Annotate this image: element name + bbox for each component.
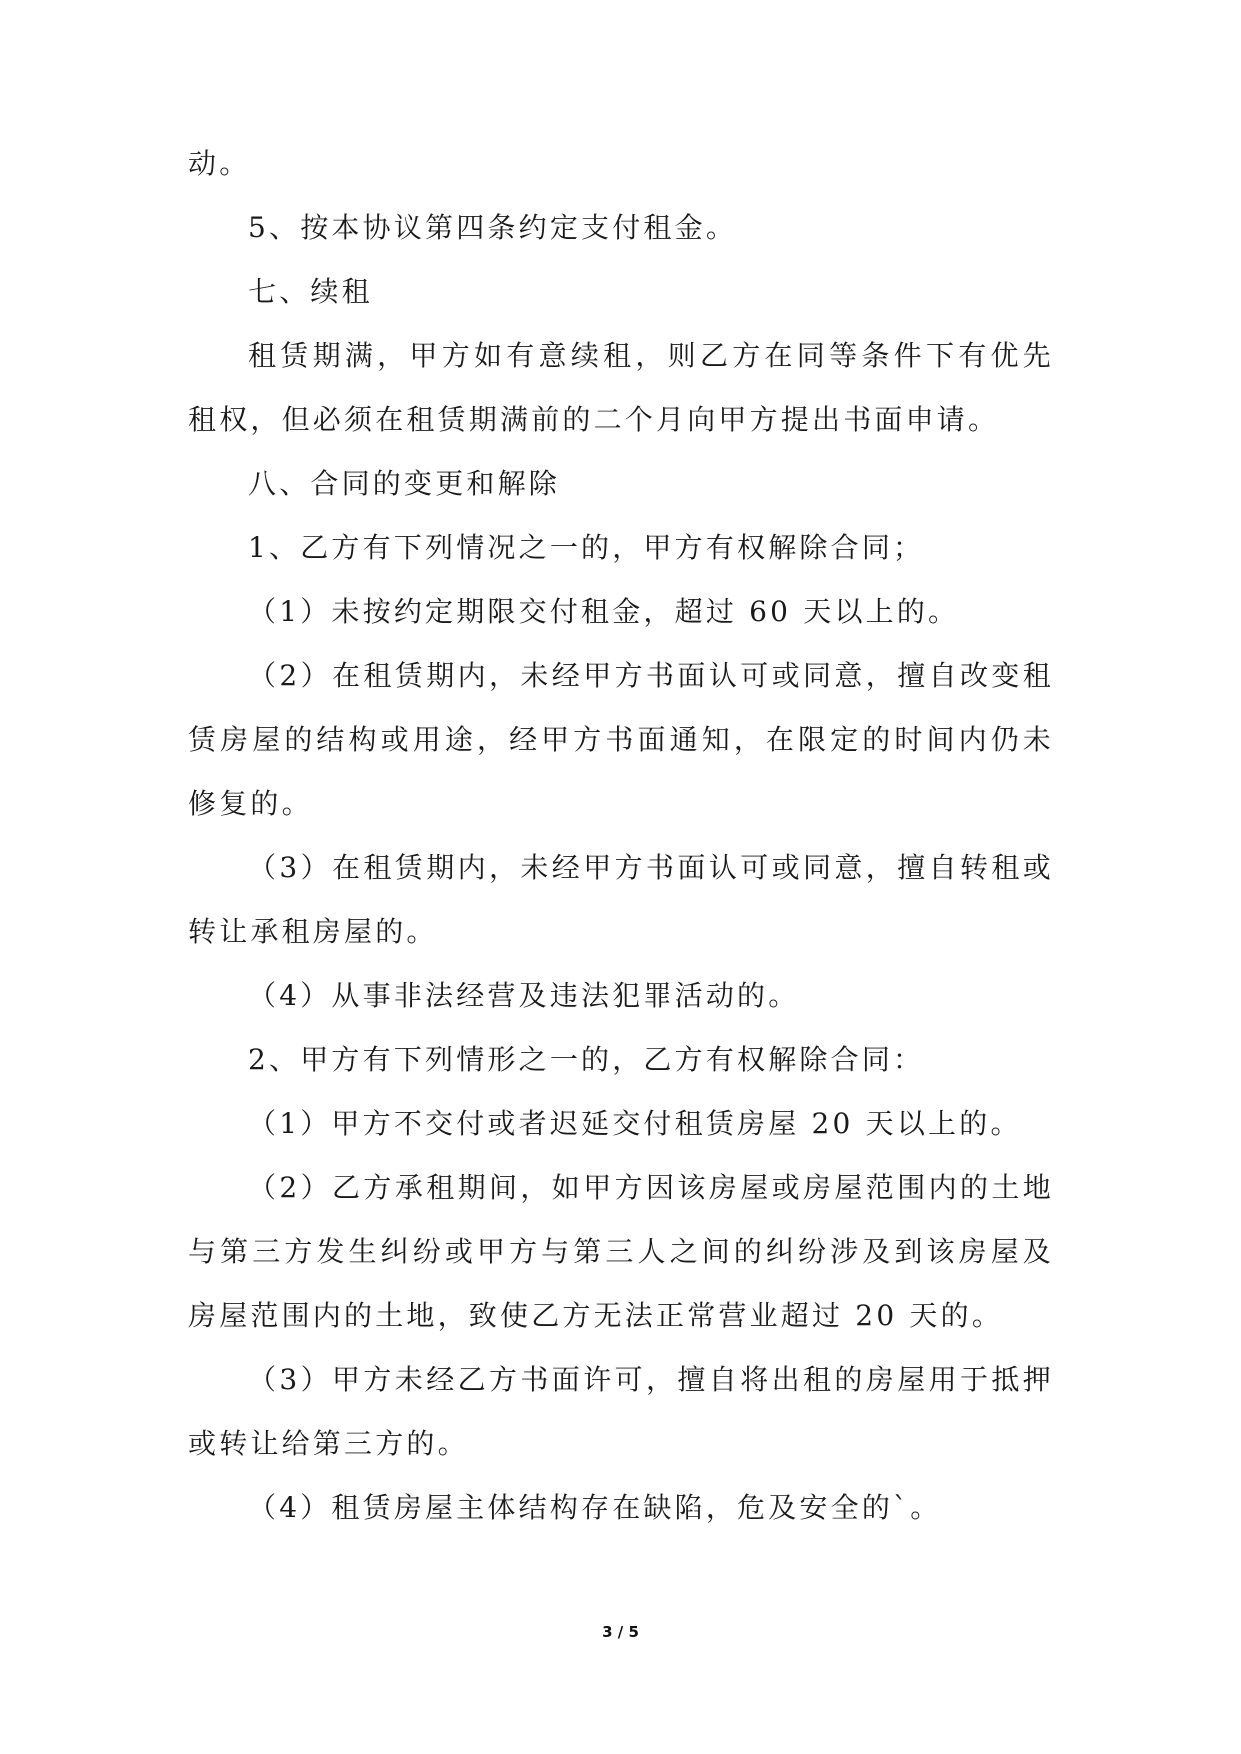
list-item-tenant-2: （2）在租赁期内，未经甲方书面认可或同意，擅自改变租赁房屋的结构或用途，经甲方书面通知，在限定的时间内仍未修复的。 <box>188 659 1054 820</box>
paragraph-continuation: 动。 <box>188 147 251 180</box>
paragraph-landlord-conditions: 2、甲方有下列情形之一的，乙方有权解除合同： <box>248 1043 925 1076</box>
list-item-tenant-3: （3）在租赁期内，未经甲方书面认可或同意，擅自转租或转让承租房屋的。 <box>188 851 1054 948</box>
page-number: 3 / 5 <box>602 1623 639 1641</box>
list-item-landlord-1: （1）甲方不交付或者迟延交付租赁房屋 20 天以上的。 <box>248 1107 1022 1140</box>
list-item-landlord-4: （4）租赁房屋主体结构存在缺陷，危及安全的`。 <box>248 1491 942 1524</box>
paragraph-renewal: 租赁期满，甲方如有意续租，则乙方在同等条件下有优先租权，但必须在租赁期满前的二个月向甲方提出书面申请。 <box>188 339 1054 436</box>
paragraph-clause-5: 5、按本协议第四条约定支付租金。 <box>248 211 738 244</box>
list-item-landlord-2: （2）乙方承租期间，如甲方因该房屋或房屋范围内的土地与第三方发生纠纷或甲方与第三人之间的纠纷涉及到该房屋及房屋范围内的土地，致使乙方无法正常营业超过 20 天的。 <box>188 1171 1054 1332</box>
list-item-tenant-4: （4）从事非法经营及违法犯罪活动的。 <box>248 979 800 1012</box>
list-item-tenant-1: （1）未按约定期限交付租金，超过 60 天以上的。 <box>248 595 960 628</box>
section-heading-renewal: 七、续租 <box>248 275 373 308</box>
paragraph-tenant-conditions: 1、乙方有下列情况之一的，甲方有权解除合同； <box>248 531 925 564</box>
list-item-landlord-3: （3）甲方未经乙方书面许可，擅自将出租的房屋用于抵押或转让给第三方的。 <box>188 1363 1054 1460</box>
section-heading-termination: 八、合同的变更和解除 <box>248 467 561 500</box>
